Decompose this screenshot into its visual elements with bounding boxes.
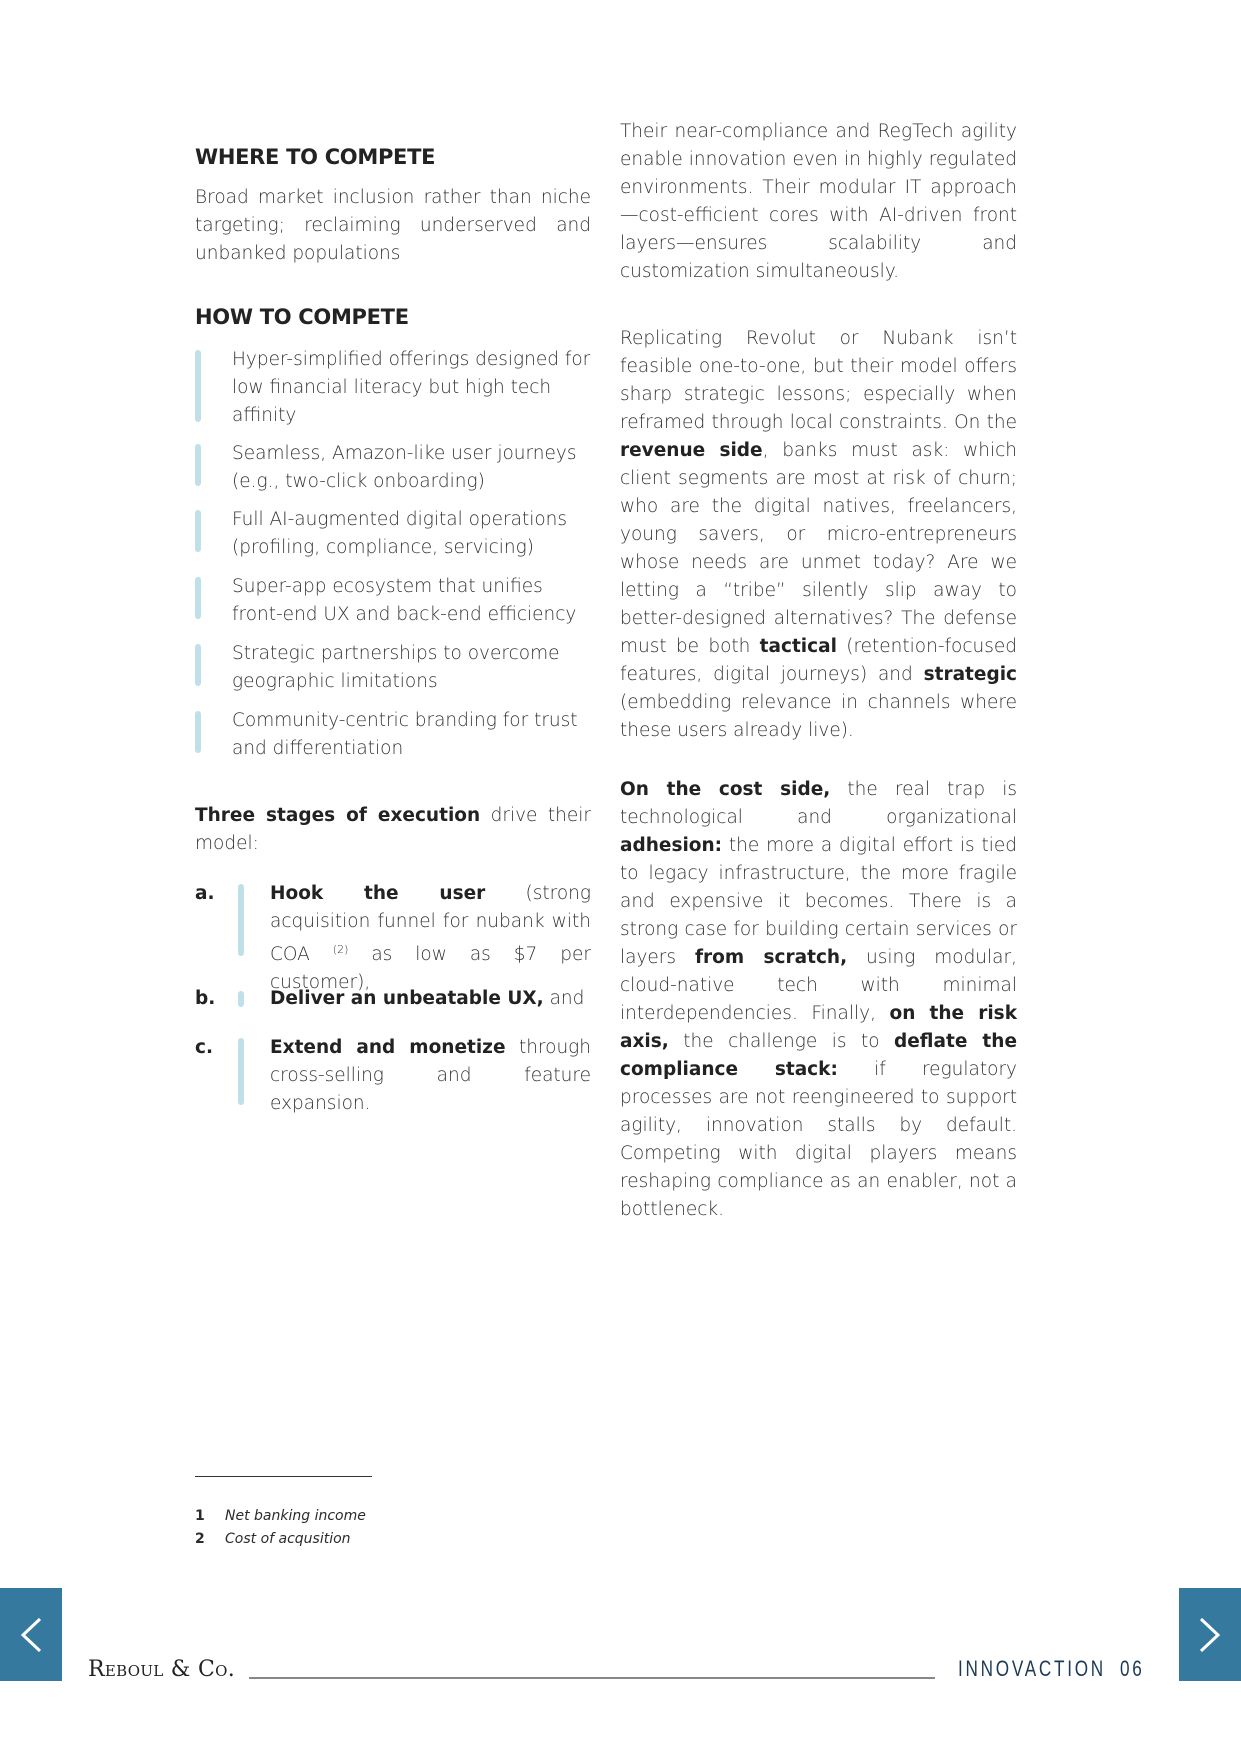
stage-label: b. [195,988,216,1009]
bullet-bar [195,350,201,422]
left-column [195,0,591,1200]
stages-intro-bold: Three stages of execution [195,805,481,826]
bold-span: strategic [923,664,1017,685]
stage-text [270,985,591,1013]
bold-span: tactical [759,636,837,657]
where-to-compete-heading: WHERE TO COMPETE [195,145,436,169]
stage-text [270,1034,591,1118]
text-span: Replicating Revolut or Nubank isn’t feasible one-to-one, but their model offers sharp strategic lessons; especially when reframed through local constraints. On the [620,328,1017,433]
stage-text [270,880,591,997]
footnote-2 [195,1528,351,1550]
bold-span: adhesion: [620,835,723,856]
text-span: (retention-focused features, digital journeys) and [620,636,1017,685]
stage-bold: Hook the user [270,883,486,904]
right-paragraph-3 [620,776,1017,1224]
stage-text-part: and [543,988,585,1009]
bullet-bar [195,577,201,619]
how-item-text: Hyper-simplified offerings designed for low financial literacy but high tech affinity [232,349,591,426]
stage-text-part: as low as $7 per customer), [270,944,591,994]
text-span: the more a digital effort is tied to legacy infrastructure, the more fragile and expensive it becomes. There is a strong case for building certain services or layers [620,835,1017,968]
stage-bar [238,884,244,956]
stage-bar [238,991,244,1007]
bold-span: on the risk axis, [620,1003,1018,1052]
stages-intro [195,802,591,858]
chevron-left-icon [18,1615,44,1655]
text-span: the challenge is to [668,1031,895,1052]
bullet-bar [195,444,201,486]
stage-label: c. [195,1037,213,1058]
how-item-text: Seamless, Amazon-like user journeys (e.g., two-click onboarding) [232,443,577,492]
text-span: if regulatory processes are not reengineered to support agility, innovation stalls by default. Competing with digital players means reshaping compliance as an enabler, not a bottleneck. [620,1059,1017,1220]
footer-divider [249,1677,935,1679]
how-to-compete-heading: HOW TO COMPETE [195,305,409,329]
stage-text-part: (strong acquisition funnel for nubank with COA [270,883,591,966]
stage-bold: Extend and monetize [270,1037,506,1058]
footnote-number: 1 [195,1508,205,1524]
footnote-text: Cost of acqusition [225,1531,351,1547]
brand-logo: Reboul & Co. [88,1657,236,1682]
bold-span: from scratch, [694,947,848,968]
how-item-text: Super-app ecosystem that unifies front-end UX and back-end efficiency [232,576,577,625]
text-span: using modular, cloud-native tech with minimal interdependencies. Finally, [620,947,1017,1024]
bullet-bar [195,510,201,552]
previous-page-button[interactable] [0,1588,62,1681]
right-paragraph-2 [620,325,1017,745]
stage-label: a. [195,883,215,904]
how-item-text: Full AI-augmented digital operations (profiling, compliance, servicing) [232,509,568,558]
text-span: the real trap is technological and organizational [620,779,1017,828]
stage-bar [238,1038,244,1105]
chevron-right-icon [1197,1615,1223,1655]
footnote-divider [195,1476,372,1477]
footer-section-title [958,1656,1145,1682]
publication-title: INNOVACTION [958,1656,1106,1681]
right-column [620,0,1018,1220]
footnote-ref: (2) [332,943,349,956]
footnote-number: 2 [195,1531,205,1547]
text-span: (embedding relevance in channels where these users already live). [620,692,1017,741]
stages-intro-rest: drive their model: [195,805,591,854]
text-span: , banks must ask: which client segments are most at risk of churn; who are the digital natives, freelancers, young savers, or micro-entrepreneurs whose needs are unmet today? Are we letting a “tribe” silently slip away to better-designed alternatives? The defense must be both [620,440,1018,657]
stage-bold: Deliver an unbeatable UX, [270,988,544,1009]
bullet-bar [195,711,201,753]
bullet-bar [195,644,201,686]
footnote-text: Net banking income [225,1508,366,1524]
next-page-button[interactable] [1179,1588,1241,1681]
bold-span: deflate the compliance stack: [620,1031,1017,1080]
where-to-compete-text: Broad market inclusion rather than niche targeting; reclaiming underserved and unbanked populations [195,187,591,264]
how-item-text: Community-centric branding for trust and differentiation [232,710,578,759]
right-paragraph-1: Their near-compliance and RegTech agility enable innovation even in highly regulated environments. Their modular IT approach—cost-efficient cores with AI-driven front layers—ensures scalability and customization simultaneously. [620,121,1017,282]
stage-text-part: through cross-selling and feature expansion. [270,1037,591,1114]
how-item-text: Strategic partnerships to overcome geographic limitations [232,643,560,692]
bold-span: revenue side [620,440,763,461]
page-number: 06 [1119,1656,1145,1681]
bold-span: On the cost side, [620,779,831,800]
footnote-1 [195,1505,366,1527]
